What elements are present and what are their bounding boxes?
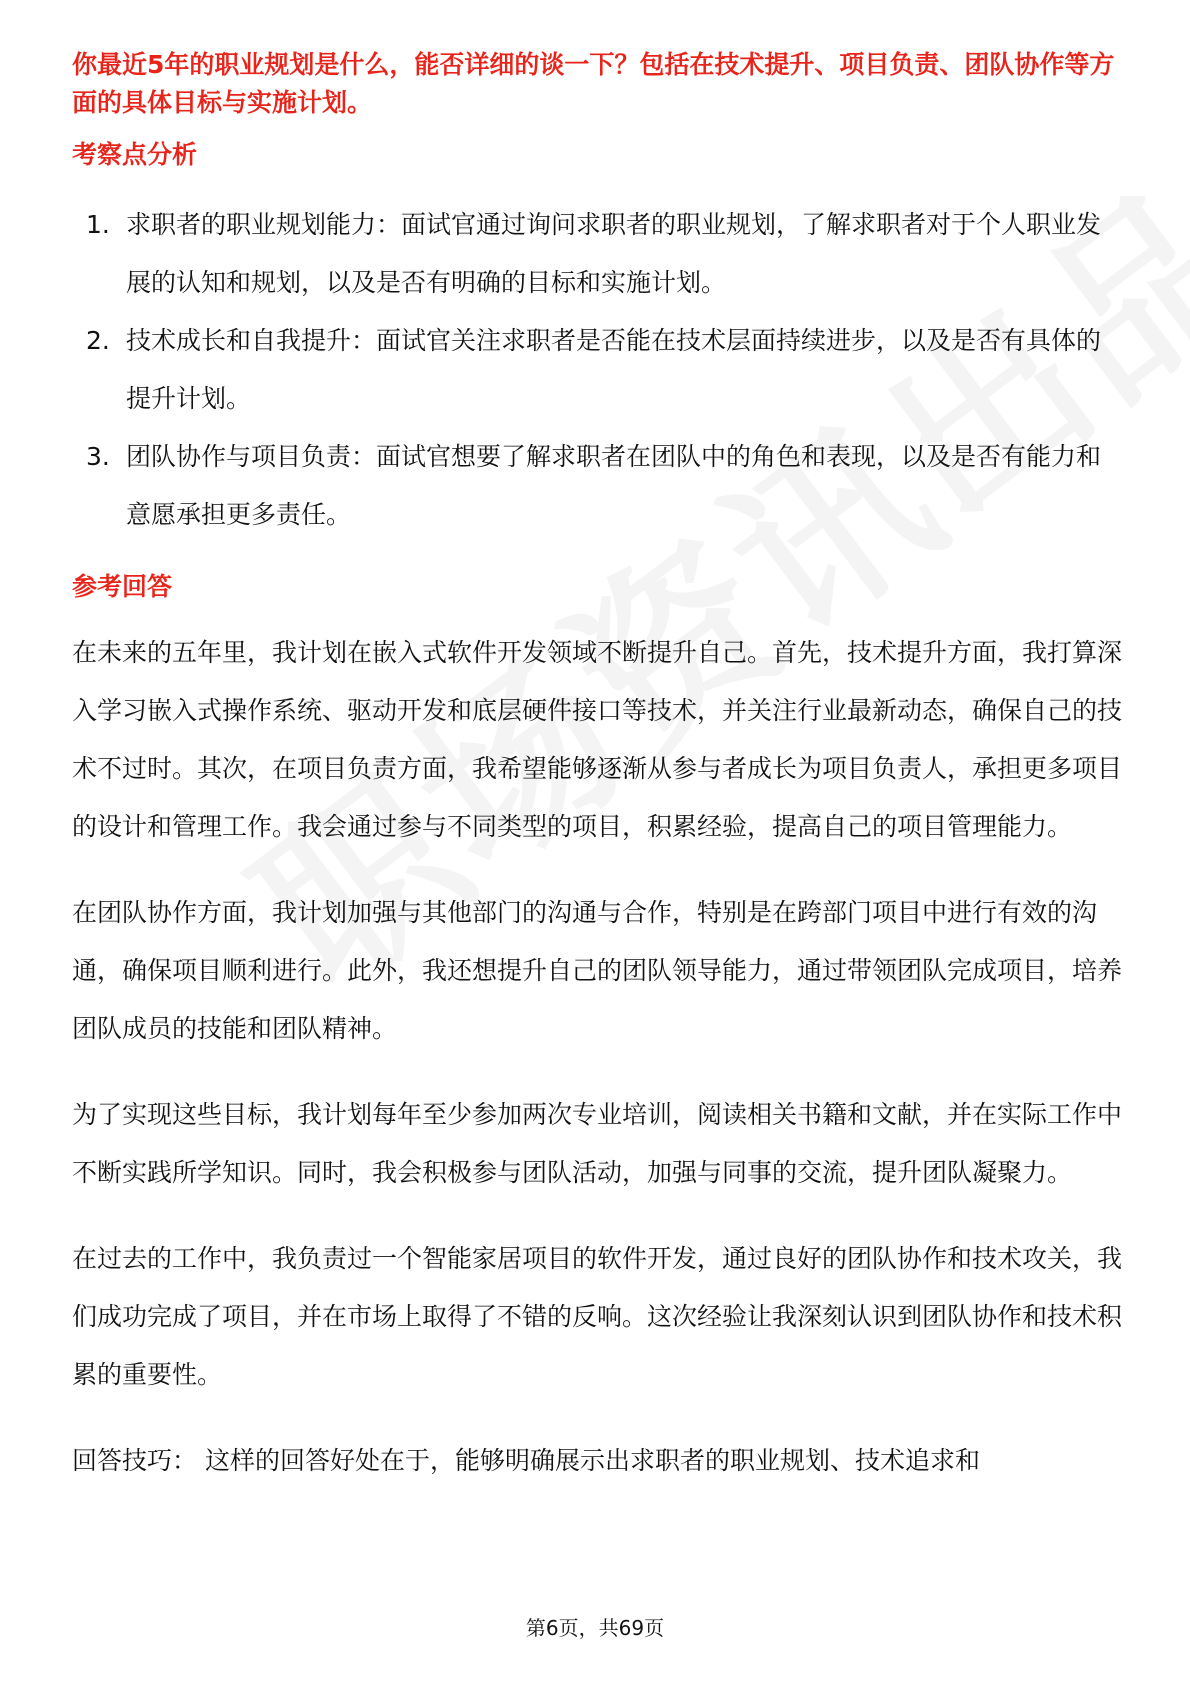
question-heading: 你最近5年的职业规划是什么，能否详细的谈一下？包括在技术提升、项目负责、团队协作等方面的具体目标与实施计划。: [72, 50, 1115, 117]
page-content: [72, 46, 1122, 1490]
point-number: 1.: [86, 210, 110, 239]
answer-paragraph: 在团队协作方面，我计划加强与其他部门的沟通与合作，特别是在跨部门项目中进行有效的沟通，确保项目顺利进行。此外，我还想提升自己的团队领导能力，通过带领团队完成项目，培养团队成员的技能和团队精神。: [72, 898, 1123, 1043]
analysis-title: 考察点分析: [72, 140, 198, 169]
point-number: 3.: [86, 442, 110, 471]
analysis-point: [72, 428, 1122, 544]
point-text: 团队协作与项目负责：面试官想要了解求职者在团队中的角色和表现，以及是否有能力和意愿承担更多责任。: [126, 442, 1102, 529]
analysis-points-list: [72, 196, 1122, 544]
answer-title: 参考回答: [72, 572, 173, 601]
answer-tip-paragraph: 回答技巧： 这样的回答好处在于，能够明确展示出求职者的职业规划、技术追求和: [72, 1446, 980, 1475]
page-number-footer: 第6页，共69页: [525, 1616, 665, 1640]
answer-paragraph: 为了实现这些目标，我计划每年至少参加两次专业培训，阅读相关书籍和文献，并在实际工作中不断实践所学知识。同时，我会积极参与团队活动，加强与同事的交流，提升团队凝聚力。: [72, 1100, 1123, 1187]
point-text: 求职者的职业规划能力：面试官通过询问求职者的职业规划，了解求职者对于个人职业发展的认知和规划，以及是否有明确的目标和实施计划。: [126, 210, 1102, 297]
answer-paragraph: 在过去的工作中，我负责过一个智能家居项目的软件开发，通过良好的团队协作和技术攻关，我们成功完成了项目，并在市场上取得了不错的反响。这次经验让我深刻认识到团队协作和技术积累的重要性。: [72, 1244, 1123, 1389]
point-number: 2.: [86, 326, 110, 355]
answer-paragraph: 在未来的五年里，我计划在嵌入式软件开发领域不断提升自己。首先，技术提升方面，我打算深入学习嵌入式操作系统、驱动开发和底层硬件接口等技术，并关注行业最新动态，确保自己的技术不过时。其次，在项目负责方面，我希望能够逐渐从参与者成长为项目负责人，承担更多项目的设计和管理工作。我会通过参与不同类型的项目，积累经验，提高自己的项目管理能力。: [72, 638, 1123, 841]
analysis-point: [72, 196, 1122, 312]
point-text: 技术成长和自我提升：面试官关注求职者是否能在技术层面持续进步，以及是否有具体的提升计划。: [126, 326, 1102, 413]
analysis-point: [72, 312, 1122, 428]
